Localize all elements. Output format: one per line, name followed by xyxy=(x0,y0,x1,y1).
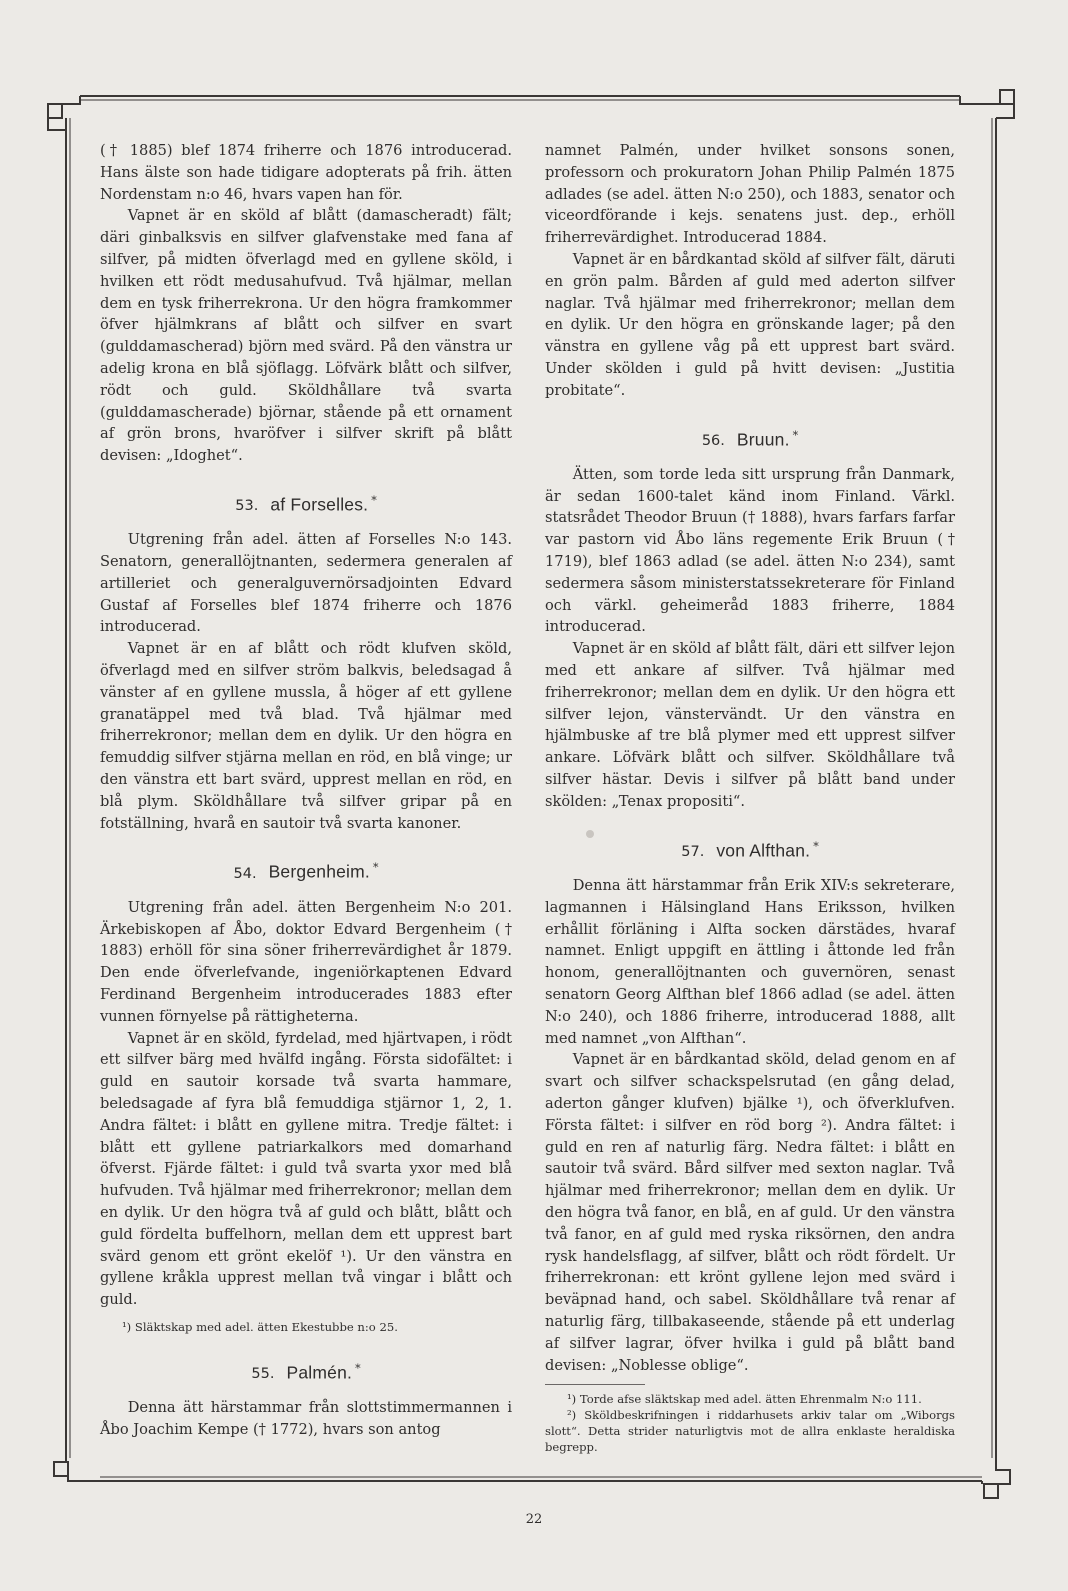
entry-name: af Forselles. xyxy=(270,494,369,515)
right-paragraph: namnet Palmén, under hvilket sonsons sonen, professorn och prokuratorn Johan Philip Palmén 1875 adlades (se adel. ätten N:o 250), och 1883, senator och viceordförande i kejs. senatens just. dep., erhöll friherrevärdighet. Introducerad 1884. xyxy=(545,142,955,247)
left-paragraph: († 1885) blef 1874 friherre och 1876 introducerad. Hans älste son hade tidigare adopterats på frih. ätten Nordenstam n:o 46, hvars vapen han för. xyxy=(100,142,512,203)
entry-name: von Alfthan. xyxy=(716,839,811,860)
entry-paragraph: Vapnet är en bårdkantad sköld, delad genom en af svart och silfver schackspelsrutad (en gång delad, aderton gånger klufven) bjälke ¹), och öfverklufven. Första fältet: i silfver en röd borg ²). Andra fältet: i guld en ren af naturlig färg. Nedra fältet: i blått en sautoir två svärd. Bård silfver med sexton naglar. Två hjälmar med friherrekronor; mellan dem en dylik. Ur den högra två fanor, en blå, en af guld. Ur den vänstra två fanor, en af guld med ryska riksörnen, den andra rysk handelsflagg, af silfver, blått och rödt fördelt. Ur friherrekronan: ett krönt gyllene lejon med svärd i beväpnad hand, och sabel. Sköldhållare två renar af naturlig färg, tillbakaseende, stående på ett underlag af silfver lagrar, öfver hvilka i guld på blått band devisen: „Noblesse oblige“. xyxy=(545,1051,955,1374)
entry-number: 57. xyxy=(681,843,705,860)
entry-paragraph: Utgrening från adel. ätten Bergenheim N:o 201. Ärkebiskopen af Åbo, doktor Edvard Bergenheim († 1883) erhöll för sina söner friherrevärdighet år 1879. Den ende öfverlefvande, ingeniörkaptenen Edvard Ferdinand Bergenheim introducerades 1883 efter vunnen förnyelse på rättigheterna. xyxy=(100,898,512,1025)
entry-star: * xyxy=(792,428,799,442)
entry-heading-53 xyxy=(100,490,512,517)
entry-name: Palmén. xyxy=(286,1362,353,1383)
right-column xyxy=(545,140,955,1455)
entry-heading-55 xyxy=(100,1358,512,1385)
footnote: ²) Sköldbeskrifningen i riddarhusets arkiv talar om „Wiborgs slott“. Detta strider naturligtvis mot de allra enklaste heraldiska begrepp. xyxy=(545,1408,955,1455)
entry-name: Bruun. xyxy=(736,428,790,449)
footnote: ¹) Släktskap med adel. ätten Ekestubbe n:o 25. xyxy=(122,1319,398,1334)
footnote-rule xyxy=(545,1384,645,1385)
paper-spot xyxy=(586,830,594,838)
entry-paragraph: Denna ätt härstammar från slottstimmermannen i Åbo Joachim Kempe († 1772), hvars son antog xyxy=(100,1399,512,1439)
entry-paragraph: Vapnet är en af blått och rödt klufven sköld, öfverlagd med en silfver ström balkvis, beledsagad å vänster af en gyllene mussla, å höger af ett gyllene granatäppel med två blad. Två hjälmar med friherrekronor; mellan dem en dylik. Ur den högra en femuddig silfver stjärna mellan en röd, en blå vinge; ur den vänstra ett bart svärd, upprest mellan en röd, en blå plym. Sköldhållare två silfver gripar på en fotställning, hvarå en sautoir två svarta kanoner. xyxy=(100,640,512,832)
entry-number: 55. xyxy=(251,1366,275,1383)
entry-paragraph: Utgrening från adel. ätten af Forselles N:o 143. Senatorn, generallöjtnanten, sedermera generalen af artilleriet och generalguvernörsadjointen Edvard Gustaf af Forselles blef 1874 friherre och 1876 introducerad. xyxy=(100,531,512,636)
footnote: ¹) Torde afse släktskap med adel. ätten Ehrenmalm N:o 111. xyxy=(567,1392,922,1407)
left-column xyxy=(100,140,512,1439)
left-paragraph: Vapnet är en sköld af blått (damascheradt) fält; däri ginbalksvis en silfver glafvenstake med fana af silfver, på midten öfverlagd med en gyllene sköld, i hvilken ett rödt medusahufvud. Två hjälmar, mellan dem en tysk friherrekrona. Ur den högra framkommer öfver hjälmkrans af blått och silfver en svart (gulddamascherad) björn med svärd. På den vänstra ur adelig krona en blå sjöflagg. Löfvärk blått och silfver, rödt och guld. Sköldhållare två svarta (gulddamascherade) björnar, stående på ett ornament af grön brons, hvaröfver i silfver skrift på blått devisen: „Idoghet“. xyxy=(100,207,512,465)
entry-heading-54 xyxy=(100,857,512,884)
entry-heading-57 xyxy=(545,836,955,863)
right-paragraph: Vapnet är en bårdkantad sköld af silfver fält, däruti en grön palm. Bården af guld med aderton silfver naglar. Två hjälmar med friherrekronor; mellan dem en dylik. Ur den högra en grönskande lager; på den vänstra en gyllene våg på ett upprest bart svärd. Under skölden i guld på hvitt devisen: „Justitia probitate“. xyxy=(545,250,955,399)
entry-star: * xyxy=(355,1361,361,1375)
entry-name: Bergenheim. xyxy=(268,861,370,882)
entry-number: 54. xyxy=(233,865,257,882)
page-number: 22 xyxy=(525,1512,543,1527)
entry-paragraph: Vapnet är en sköld af blått fält, däri ett silfver lejon med ett ankare af silfver. Två hjälmar med friherrekronor; mellan dem en dylik. Ur den högra ett silfver lejon, vänstervändt. Ur den vänstra en hjälmbuske af tre blå plymer med ett upprest silfver ankare. Löfvärk blått och silfver. Sköldhållare två silfver hästar. Devis i silfver på blått band under skölden: „Tenax propositi“. xyxy=(545,640,955,810)
footnote-block xyxy=(100,1319,512,1335)
entry-paragraph: Denna ätt härstammar från Erik XIV:s sekreterare, lagmannen i Hälsingland Hans Eriksson, hvilken erhållit förläning i Alfta socken därstädes, hvaraf namnet. Enligt uppgift en ättling i åttonde led från honom, generallöjtnanten och guvernören, senast senatorn Georg Alfthan blef 1866 adlad (se adel. ätten N:o 240), och 1886 friherre, introducerad 1888, allt med namnet „von Alfthan“. xyxy=(545,876,955,1047)
footnote-block xyxy=(545,1384,955,1455)
entry-number: 56. xyxy=(701,432,725,449)
entry-star: * xyxy=(373,861,379,875)
entry-star: * xyxy=(371,493,377,507)
entry-paragraph: Ätten, som torde leda sitt ursprung från Danmark, är sedan 1600-talet känd inom Finland. Värkl. statsrådet Theodor Bruun († 1888), hvars farfars farfar var pastorn vid Åbo läns regemente Erik Bruun († 1719), blef 1863 adlad (se adel. ätten N:o 234), samt sedermera såsom ministerstatssekreterare för Finland och värkl. geheimeråd 1883 friherre, 1884 introducerad. xyxy=(545,465,955,636)
entry-star: * xyxy=(813,839,819,853)
entry-paragraph: Vapnet är en sköld, fyrdelad, med hjärtvapen, i rödt ett silfver bärg med hvälfd ingång. Första sidofältet: i guld en sautoir korsade två svarta hammare, beledsagade af fyra blå femuddiga stjärnor 1, 2, 1. Andra fältet: i blått en gyllene mitra. Tredje fältet: i blått ett gyllene patriarkalkors med domarhand öfverst. Fjärde fältet: i guld två svarta yxor med blå hufvuden. Två hjälmar med friherrekronor; mellan dem en dylik. Ur den högra två af guld och blått, blått och guld fördelta buffelhorn, mellan dem ett upprest bart svärd genom ett grönt ekelöf ¹). Ur den vänstra en gyllene kråkla upprest mellan två vingar i blått och guld. xyxy=(100,1029,512,1309)
entry-number: 53. xyxy=(235,498,259,515)
entry-heading-56 xyxy=(545,425,955,452)
